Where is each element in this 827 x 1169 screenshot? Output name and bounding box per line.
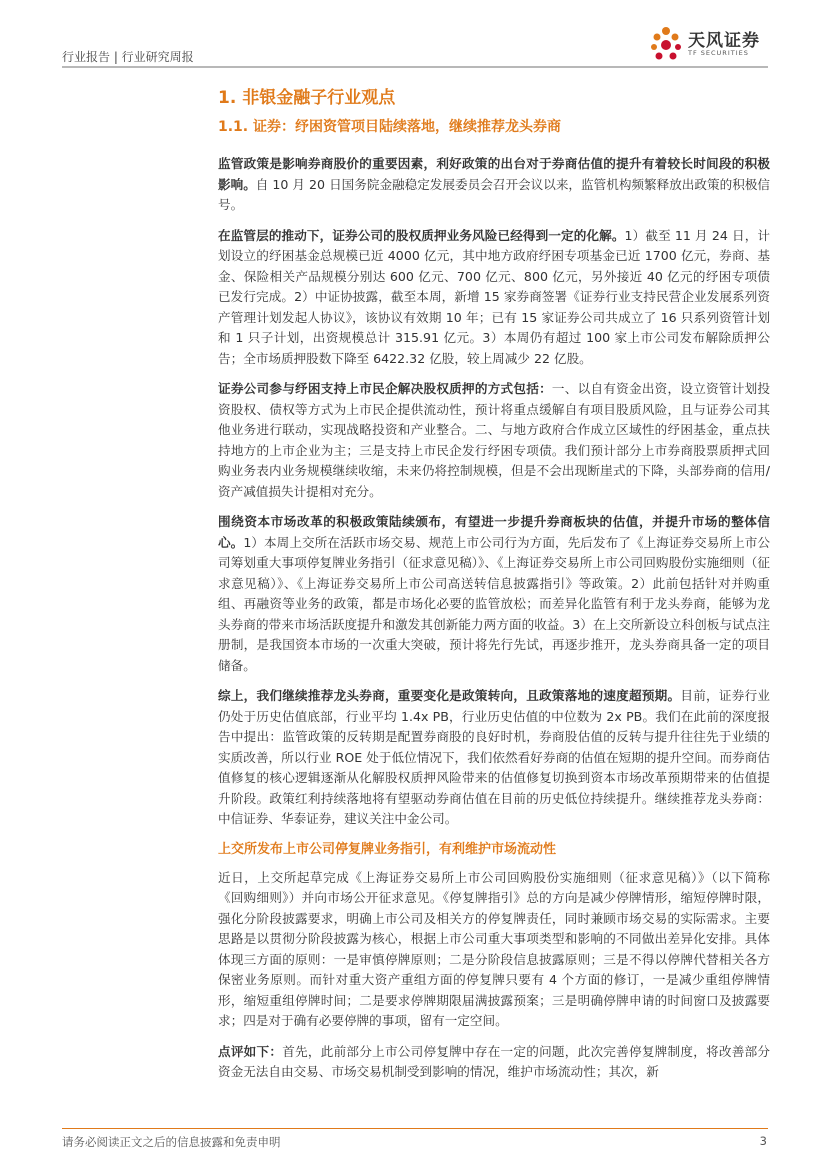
footer-divider bbox=[62, 1128, 768, 1129]
header-divider bbox=[62, 66, 768, 68]
subsection-title: 上交所发布上市公司停复牌业务指引，有利维护市场流动性 bbox=[218, 841, 557, 857]
paragraph-lead: 围绕资本市场改革的积极政策陆续颁布，有望进一步提升券商板块的估值，并提升市场的整体信心。 bbox=[218, 514, 770, 550]
paragraph-lead: 证券公司参与纾困支持上市民企解决股权质押的方式包括： bbox=[218, 381, 552, 396]
paragraph bbox=[218, 512, 770, 676]
paragraph bbox=[218, 226, 770, 370]
page-number: 3 bbox=[759, 1134, 767, 1148]
paragraph bbox=[218, 1042, 770, 1083]
section-title: 1. 非银金融子行业观点 bbox=[218, 88, 396, 108]
logo-text-cn: 天风证券 bbox=[688, 31, 760, 51]
paragraph-body: 1）本周上交所在活跃市场交易、规范上市公司行为方面，先后发布了《上海证券交易所上市公司筹划重大事项停复牌业务指引（征求意见稿）》、《上海证券交易所上市公司回购股份实施细则（征求意见稿）》、《上海证券交易所上市公司高送转信息披露指引》等政策。2）此前包括针对并购重组、再融资等业务的政策，都是市场化必要的监管放松；而差异化监管有利于龙头券商，能够为龙头券商的带来市场活跃度提升和激发其创新能力两方面的收益。3）在上交所新设立科创板与试点注册制，是我国资本市场的一次重大突破，预计将先行先试，再逐步推开，龙头券商具备一定的项目储备。 bbox=[218, 534, 771, 673]
footer-disclaimer: 请务必阅读正文之后的信息披露和免责申明 bbox=[62, 1135, 281, 1149]
logo-mark-icon bbox=[646, 24, 686, 64]
paragraph bbox=[218, 686, 770, 830]
paragraph bbox=[218, 379, 770, 502]
paragraph-body: 近日，上交所起草完成《上海证券交易所上市公司回购股份实施细则（征求意见稿）》（以下简称《回购细则》）并向市场公开征求意见。《停复牌指引》总的方向是减少停牌情形，缩短停牌时限，强化分阶段披露要求，明确上市公司及相关方的停复牌责任，同时兼顾市场交易的实际需求。主要思路是以贯彻分阶段披露为核心，根据上市公司重大事项类型和影响的不同做出差异化安排。具体体现三方面的原则：一是审慎停牌原则；二是分阶段信息披露原则；三是不得以停牌代替相关各方保密业务原则。而针对重大资产重组方面的停复牌只要有 4 个方面的修订，一是减少重组停牌情形，缩短重组停牌时间；二是要求停牌期限届满披露预案；三是明确停牌申请的时间窗口及披露要求；四是对于确有必要停牌的事项，留有一定空间。 bbox=[218, 869, 770, 1028]
paragraph-lead: 点评如下： bbox=[218, 1043, 283, 1059]
paragraph-body: 1）截至 11 月 24 日，计划设立的纾困基金总规模已近 4000 亿元，其中地方政府纾困专项基金已近 1700 亿元，券商、基金、保险相关产品规模分别达 600 亿元、700 亿元、800 亿元，另外接近 40 亿元的纾困专项债已发行完成。2）中证协披露，截至本周，新增 15 家券商签署《证券行业支持民营企业发展系列资产管理计划发起人协议》，该协议有效期 10 年；已有 15 家证券公司共成立了 16 只系列资管计划和 1 只子计划，出资规模总计 315.91 亿元。3）本周仍有超过 100 家上市公司发布解除质押公告；全市场质押股数下降至 6422.32 亿股，较上周减少 22 亿股。 bbox=[218, 227, 770, 366]
paragraph bbox=[218, 868, 770, 1032]
logo-text-en: TF SECURITIES bbox=[688, 49, 749, 57]
company-logo bbox=[646, 24, 772, 64]
paragraph-lead: 监管政策是影响券商股价的重要因素，利好政策的出台对于券商估值的提升有着较长时间段的积极影响。 bbox=[218, 156, 770, 192]
paragraph-body: 自 10 月 20 日国务院金融稳定发展委员会召开会议以来，监管机构频繁释放出政策的积极信号。 bbox=[218, 176, 770, 212]
paragraph-body: 目前，证券行业仍处于历史估值底部，行业平均 1.4x PB，行业历史估值的中位数为 2x PB。我们在此前的深度报告中提出：监管政策的反转期是配置券商股的良好时机，券商股估值的反转与提升往往先于业绩的实质改善，所以行业 ROE 处于低位情况下，我们依然看好券商的估值在短期的提升空间。而券商估值修复的核心逻辑逐渐从化解股权质押风险带来的估值修复切换到资本市场改革预期带来的估值提升阶段。政策红利持续落地将有望驱动券商估值在目前的历史低位持续提升。继续推荐龙头券商：中信证券、华泰证券，建议关注中金公司。 bbox=[218, 688, 771, 826]
paragraph-body: 一、以自有资金出资，设立资管计划投资股权、债权等方式为上市民企提供流动性，预计将重点缓解自有项目股质风险，且与证券公司其他业务进行联动，实现战略投资和产业整合。二、与地方政府合作成立区域性的纾困基金，重点扶持地方的上市企业为主；三是支持上市民企发行纾困专项债。我们预计部分上市券商股票质押式回购业务表内业务规模继续收缩，未来仍将控制规模，但是不会出现断崖式的下降，头部券商的信用/资产减值损失计提相对充分。 bbox=[218, 381, 771, 499]
report-category: 行业报告 | 行业研究周报 bbox=[62, 50, 194, 64]
paragraph-lead: 在监管层的推动下，证券公司的股权质押业务风险已经得到一定的化解。 bbox=[218, 227, 625, 243]
section-subtitle: 1.1. 证券：纾困资管项目陆续落地，继续推荐龙头券商 bbox=[218, 119, 561, 135]
main-content bbox=[218, 82, 770, 1093]
paragraph bbox=[218, 154, 770, 216]
paragraph-lead: 综上，我们继续推荐龙头券商，重要变化是政策转向，且政策落地的速度超预期。 bbox=[218, 688, 681, 703]
paragraph-body: 首先，此前部分上市公司停复牌中存在一定的问题，此次完善停复牌制度，将改善部分资金无法自由交易、市场交易机制受到影响的情况，维护市场流动性；其次，新 bbox=[218, 1043, 771, 1079]
